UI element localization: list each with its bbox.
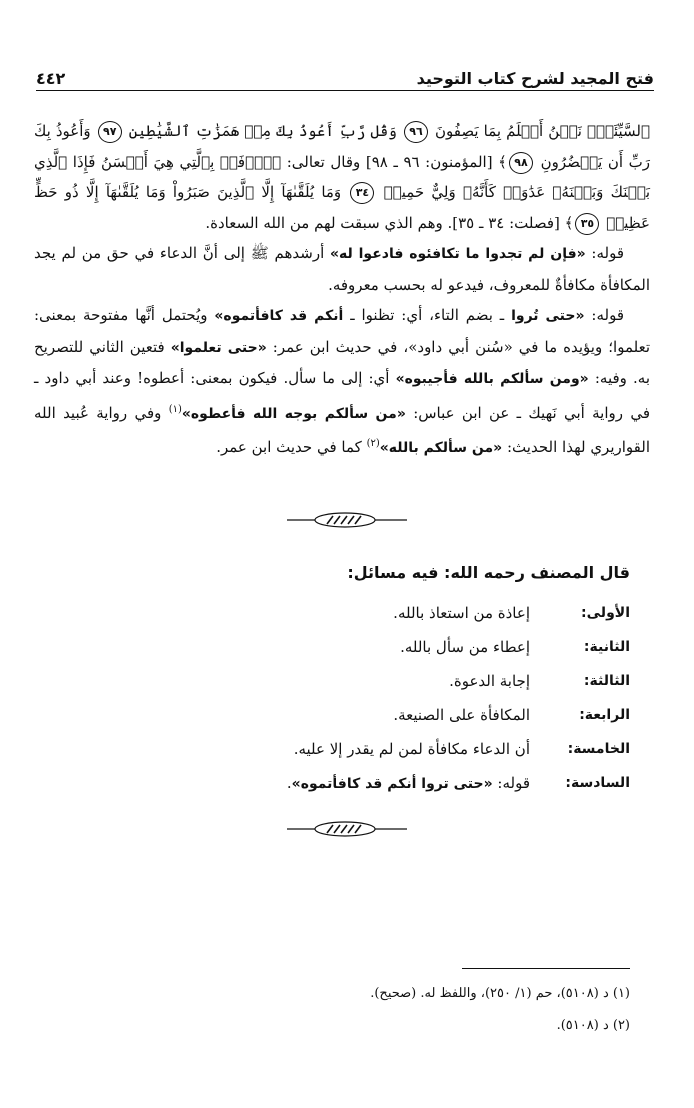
quran-text: ٱدۡفَعۡ بِٱلَّتِي هِيَ أَحۡسَنُ فَإِذَا ٱلَّذِي بَيۡنَكَ وَبَيۡنَهُۥ عَدَٰوَةٞ كَأَنَّهُۥ وَلِيٌّ حَمِيمٞ <box>34 152 650 201</box>
hadith-quote: «من سألكم بالله» <box>379 440 503 456</box>
ornament-divider-icon <box>287 509 407 531</box>
text-run: قوله: <box>492 774 530 792</box>
ayah-number: ٩٨ <box>509 152 533 174</box>
reference-text: ﴾ [المؤمنون: ٩٦ ـ ٩٨] وقال تعالى: ﴿ <box>272 152 507 171</box>
issue-text: أن الدعاء مكافأة لمن لم يقدر إلا عليه. <box>293 740 530 758</box>
hadith-quote: «حتى تعلموا» <box>170 339 267 356</box>
issues-heading: قال المصنف رحمه الله: فيه مسائل: <box>347 563 630 582</box>
issue-item <box>40 664 630 698</box>
main-text <box>34 116 650 464</box>
issue-item <box>40 698 630 732</box>
issue-text <box>40 774 530 792</box>
footnote-ref[interactable]: (١) <box>168 403 182 415</box>
quran-text: ٱلسَّيِّئَةَۚ نَحۡنُ أَعۡلَمُ بِمَا يَصِفُونَ <box>435 122 650 140</box>
issue-item <box>40 596 630 630</box>
footnotes <box>40 978 630 1042</box>
hadith-quote: «حتى تُروا <box>511 308 585 324</box>
quran-text: وَقُل رَّبِّ أَعُوذُ بِكَ مِنۡ هَمَزَٰتِ ٱلشَّيَٰطِينِ <box>128 122 397 140</box>
text-run: . <box>286 774 292 792</box>
commentary-paragraph <box>34 238 650 300</box>
hadith-quote: «فإن لم تجدوا ما تكافئوه فادعوا له» <box>330 246 586 262</box>
issues-list <box>40 596 630 800</box>
text-run: ويُحتمل أنَّها مفتوحة بمعنى: تعلموا؛ ويؤيده ما في «سُنن أبي داود»، في حديث ابن عمر: <box>34 306 650 356</box>
issue-text: إعاذة من استعاذ بالله. <box>393 604 530 622</box>
issue-label: الأولى: <box>581 605 630 621</box>
issue-label: السادسة: <box>565 775 630 791</box>
text-run: أرشدهم ﷺ إلى أنَّ الدعاء في حق من لم يجد المكافأة مكافأةٌ للمعروف، فيدعو له بحسب معروفه. <box>34 244 650 294</box>
footnote: (٢) د (٥١٠٨). <box>556 1018 630 1033</box>
text-run: فتعين الثاني للتصريح به. وفيه: <box>34 337 650 387</box>
quran-text: وَأَعُوذُ بِكَ رَبِّ أَن يَحۡضُرُونِ <box>34 122 651 171</box>
issue-label: الثالثة: <box>583 673 630 689</box>
section-ornament <box>0 509 694 535</box>
footnote-rule <box>462 968 630 969</box>
issue-text: إعطاء من سأل بالله. <box>400 638 530 656</box>
book-title: فتح المجيد لشرح كتاب التوحيد <box>416 69 654 88</box>
hadith-quote: «من سألكم بوجه الله فأعطوه» <box>181 405 406 422</box>
footnote: (١) د (٥١٠٨)، حم (١/ ٢٥٠)، واللفظ له. (صحيح). <box>370 986 630 1001</box>
text-run: كما في حديث ابن عمر. <box>216 438 367 456</box>
quran-text: وَمَا يُلَقَّىٰهَآ إِلَّا ٱلَّذِينَ صَبَرُواْ وَمَا يُلَقَّىٰهَآ إِلَّا ذُو حَظٍّ عَظِيمٖ <box>34 183 650 232</box>
hadith-quote: أنكم قد كافأتموه» <box>214 308 344 324</box>
ayah-number: ٩٧ <box>98 121 122 143</box>
running-head <box>36 58 654 88</box>
issue-item <box>40 630 630 664</box>
issue-item <box>40 766 630 800</box>
ayah-number: ٣٥ <box>575 213 599 235</box>
commentary-paragraph <box>34 300 650 464</box>
quran-paragraph <box>34 116 650 238</box>
text-run: قوله: <box>585 244 624 262</box>
footnote-ref[interactable]: (٢) <box>366 438 380 449</box>
section-ornament <box>0 818 694 844</box>
text-run: قوله: <box>584 306 624 324</box>
text-run: أي: إلى ما سأل. فيكون بمعنى: أعطوه! وعند أبي داود ـ في رواية أبي نَهيك ـ عن ابن عباس: <box>34 369 650 422</box>
text-run: ـ بضم التاء، أي: تظنوا ـ <box>343 306 512 324</box>
header-rule <box>36 90 654 91</box>
hadith-quote: «ومن سألكم بالله فأجيبوه» <box>395 371 589 387</box>
ayah-number: ٣٤ <box>350 182 374 204</box>
ayah-number: ٩٦ <box>404 121 428 143</box>
ornament-divider-icon <box>287 818 407 840</box>
reference-text: ﴾ [فصلت: ٣٤ ـ ٣٥]. وهم الذي سبقت لهم من الله السعادة. <box>205 213 574 232</box>
page-number: ٤٤٢ <box>36 69 66 88</box>
text-run: وفي رواية عُبيد الله القواريري لهذا الحديث: <box>34 403 650 456</box>
issue-text: إجابة الدعوة. <box>449 672 530 690</box>
issue-label: الرابعة: <box>579 707 630 723</box>
issue-label: الخامسة: <box>567 741 630 757</box>
issue-text: المكافأة على الصنيعة. <box>393 706 530 724</box>
hadith-quote: «حتى تروا أنكم قد كافأتموه» <box>291 776 493 792</box>
issue-label: الثانية: <box>583 639 630 655</box>
issue-item <box>40 732 630 766</box>
